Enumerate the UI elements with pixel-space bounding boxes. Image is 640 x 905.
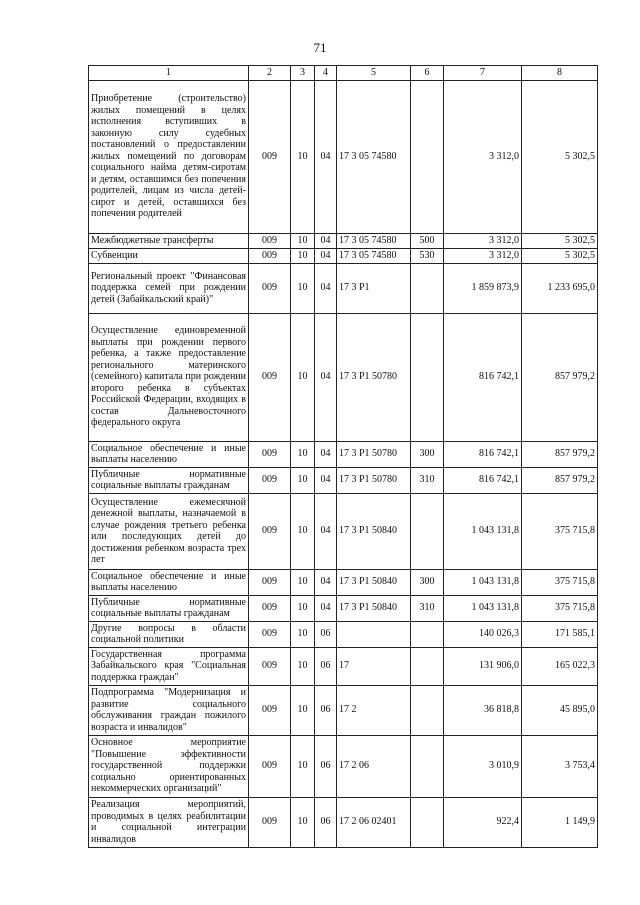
header-cell: 1 — [89, 66, 249, 81]
budget-table — [88, 65, 598, 848]
row-name: Другие вопросы в области социальной политики — [89, 621, 249, 647]
table-row — [89, 569, 598, 595]
sum-year-2: 5 302,5 — [522, 233, 598, 248]
target-code: 17 3 P1 50840 — [337, 595, 411, 621]
sum-year-1: 3 312,0 — [444, 80, 522, 233]
table-row — [89, 685, 598, 735]
table-row — [89, 467, 598, 493]
expense-type-code: 310 — [411, 595, 444, 621]
target-code: 17 3 05 74580 — [337, 80, 411, 233]
sum-year-1: 131 906,0 — [444, 647, 522, 685]
sum-year-1: 1 043 131,8 — [444, 569, 522, 595]
expense-type-code — [411, 263, 444, 313]
row-name: Социальное обеспечение и иные выплаты населению — [89, 441, 249, 467]
section-code: 10 — [291, 685, 315, 735]
sum-year-1: 1 859 873,9 — [444, 263, 522, 313]
section-code: 10 — [291, 735, 315, 797]
expense-type-code — [411, 493, 444, 569]
expense-type-code: 300 — [411, 569, 444, 595]
ministry-code: 009 — [249, 467, 291, 493]
header-cell: 5 — [337, 66, 411, 81]
row-name: Приобретение (строительство) жилых помещений в целях исполнения вступивших в законную силу судебных постановлений о предоставлении жилых помещений по договорам социального найма детям-сиротам и детям, оставшимся без попечения родителей, лицам из числа детей-сирот и детей, оставшихся без попечения родителей — [89, 80, 249, 233]
subsection-code: 06 — [315, 621, 337, 647]
sum-year-1: 816 742,1 — [444, 441, 522, 467]
expense-type-code — [411, 80, 444, 233]
expense-type-code — [411, 735, 444, 797]
ministry-code: 009 — [249, 797, 291, 847]
section-code: 10 — [291, 647, 315, 685]
header-cell: 3 — [291, 66, 315, 81]
header-cell: 2 — [249, 66, 291, 81]
sum-year-1: 36 818,8 — [444, 685, 522, 735]
header-cell: 7 — [444, 66, 522, 81]
table-row — [89, 80, 598, 233]
expense-type-code — [411, 621, 444, 647]
row-name: Осуществление ежемесячной денежной выплаты, назначаемой в случае рождения третьего ребенка или последующих детей до достижения ребенком возраста трех лет — [89, 493, 249, 569]
section-code: 10 — [291, 797, 315, 847]
section-code: 10 — [291, 595, 315, 621]
sum-year-1: 922,4 — [444, 797, 522, 847]
sum-year-2: 165 022,3 — [522, 647, 598, 685]
subsection-code: 04 — [315, 493, 337, 569]
sum-year-1: 3 312,0 — [444, 248, 522, 263]
ministry-code: 009 — [249, 493, 291, 569]
target-code: 17 3 P1 50780 — [337, 467, 411, 493]
sum-year-2: 857 979,2 — [522, 441, 598, 467]
sum-year-2: 1 233 695,0 — [522, 263, 598, 313]
section-code: 10 — [291, 621, 315, 647]
target-code — [337, 621, 411, 647]
expense-type-code — [411, 685, 444, 735]
row-name: Подпрограмма "Модернизация и развитие социального обслуживания граждан пожилого возраста и инвалидов" — [89, 685, 249, 735]
header-cell: 4 — [315, 66, 337, 81]
ministry-code: 009 — [249, 248, 291, 263]
section-code: 10 — [291, 263, 315, 313]
table-row — [89, 797, 598, 847]
table-row — [89, 263, 598, 313]
sum-year-2: 375 715,8 — [522, 493, 598, 569]
subsection-code: 04 — [315, 313, 337, 441]
sum-year-2: 857 979,2 — [522, 313, 598, 441]
section-code: 10 — [291, 233, 315, 248]
subsection-code: 06 — [315, 797, 337, 847]
table-row — [89, 248, 598, 263]
subsection-code: 04 — [315, 441, 337, 467]
target-code: 17 2 06 02401 — [337, 797, 411, 847]
target-code: 17 3 P1 50780 — [337, 441, 411, 467]
section-code: 10 — [291, 569, 315, 595]
ministry-code: 009 — [249, 441, 291, 467]
sum-year-2: 5 302,5 — [522, 248, 598, 263]
ministry-code: 009 — [249, 685, 291, 735]
table-row — [89, 621, 598, 647]
section-code: 10 — [291, 493, 315, 569]
header-cell: 8 — [522, 66, 598, 81]
sum-year-2: 45 895,0 — [522, 685, 598, 735]
sum-year-2: 5 302,5 — [522, 80, 598, 233]
row-name: Межбюджетные трансферты — [89, 233, 249, 248]
target-code: 17 2 — [337, 685, 411, 735]
section-code: 10 — [291, 248, 315, 263]
subsection-code: 06 — [315, 735, 337, 797]
target-code: 17 — [337, 647, 411, 685]
ministry-code: 009 — [249, 233, 291, 248]
sum-year-2: 375 715,8 — [522, 569, 598, 595]
ministry-code: 009 — [249, 595, 291, 621]
row-name: Основное мероприятие "Повышение эффективности государственной поддержки социально ориентированных некоммерческих организаций" — [89, 735, 249, 797]
table-row — [89, 595, 598, 621]
section-code: 10 — [291, 467, 315, 493]
target-code: 17 3 05 74580 — [337, 233, 411, 248]
table-row — [89, 233, 598, 248]
subsection-code: 04 — [315, 467, 337, 493]
subsection-code: 04 — [315, 595, 337, 621]
subsection-code: 04 — [315, 233, 337, 248]
sum-year-1: 1 043 131,8 — [444, 595, 522, 621]
row-name: Реализация мероприятий, проводимых в целях реабилитации и социальной интеграции инвалидов — [89, 797, 249, 847]
target-code: 17 3 05 74580 — [337, 248, 411, 263]
subsection-code: 04 — [315, 263, 337, 313]
expense-type-code: 530 — [411, 248, 444, 263]
sum-year-2: 375 715,8 — [522, 595, 598, 621]
sum-year-1: 1 043 131,8 — [444, 493, 522, 569]
row-name: Государственная программа Забайкальского края "Социальная поддержка граждан" — [89, 647, 249, 685]
sum-year-2: 171 585,1 — [522, 621, 598, 647]
subsection-code: 04 — [315, 80, 337, 233]
target-code: 17 3 P1 — [337, 263, 411, 313]
target-code: 17 2 06 — [337, 735, 411, 797]
sum-year-1: 3 312,0 — [444, 233, 522, 248]
row-name: Осуществление единовременной выплаты при рождении первого ребенка, а также предоставление регионального материнского (семейного) капитала при рождении второго ребенка в субъектах Российской Федерации, входящих в состав Дальневосточного федерального округа — [89, 313, 249, 441]
expense-type-code — [411, 647, 444, 685]
row-name: Социальное обеспечение и иные выплаты населению — [89, 569, 249, 595]
table-row — [89, 493, 598, 569]
ministry-code: 009 — [249, 313, 291, 441]
ministry-code: 009 — [249, 80, 291, 233]
row-name: Публичные нормативные социальные выплаты гражданам — [89, 595, 249, 621]
sum-year-2: 1 149,9 — [522, 797, 598, 847]
sum-year-2: 3 753,4 — [522, 735, 598, 797]
header-row — [89, 66, 598, 81]
subsection-code: 04 — [315, 569, 337, 595]
ministry-code: 009 — [249, 621, 291, 647]
table-row — [89, 441, 598, 467]
sum-year-1: 3 010,9 — [444, 735, 522, 797]
table-row — [89, 647, 598, 685]
row-name: Региональный проект "Финансовая поддержка семей при рождении детей (Забайкальский край)" — [89, 263, 249, 313]
target-code: 17 3 P1 50780 — [337, 313, 411, 441]
target-code: 17 3 P1 50840 — [337, 493, 411, 569]
ministry-code: 009 — [249, 647, 291, 685]
expense-type-code — [411, 313, 444, 441]
expense-type-code: 310 — [411, 467, 444, 493]
expense-type-code: 500 — [411, 233, 444, 248]
subsection-code: 04 — [315, 248, 337, 263]
target-code: 17 3 P1 50840 — [337, 569, 411, 595]
page-number: 71 — [313, 40, 327, 55]
sum-year-1: 816 742,1 — [444, 313, 522, 441]
ministry-code: 009 — [249, 569, 291, 595]
sum-year-1: 140 026,3 — [444, 621, 522, 647]
header-cell: 6 — [411, 66, 444, 81]
expense-type-code: 300 — [411, 441, 444, 467]
section-code: 10 — [291, 80, 315, 233]
sum-year-2: 857 979,2 — [522, 467, 598, 493]
subsection-code: 06 — [315, 647, 337, 685]
section-code: 10 — [291, 441, 315, 467]
table-row — [89, 313, 598, 441]
subsection-code: 06 — [315, 685, 337, 735]
expense-type-code — [411, 797, 444, 847]
ministry-code: 009 — [249, 735, 291, 797]
table-row — [89, 735, 598, 797]
ministry-code: 009 — [249, 263, 291, 313]
section-code: 10 — [291, 313, 315, 441]
row-name: Публичные нормативные социальные выплаты гражданам — [89, 467, 249, 493]
sum-year-1: 816 742,1 — [444, 467, 522, 493]
row-name: Субвенции — [89, 248, 249, 263]
